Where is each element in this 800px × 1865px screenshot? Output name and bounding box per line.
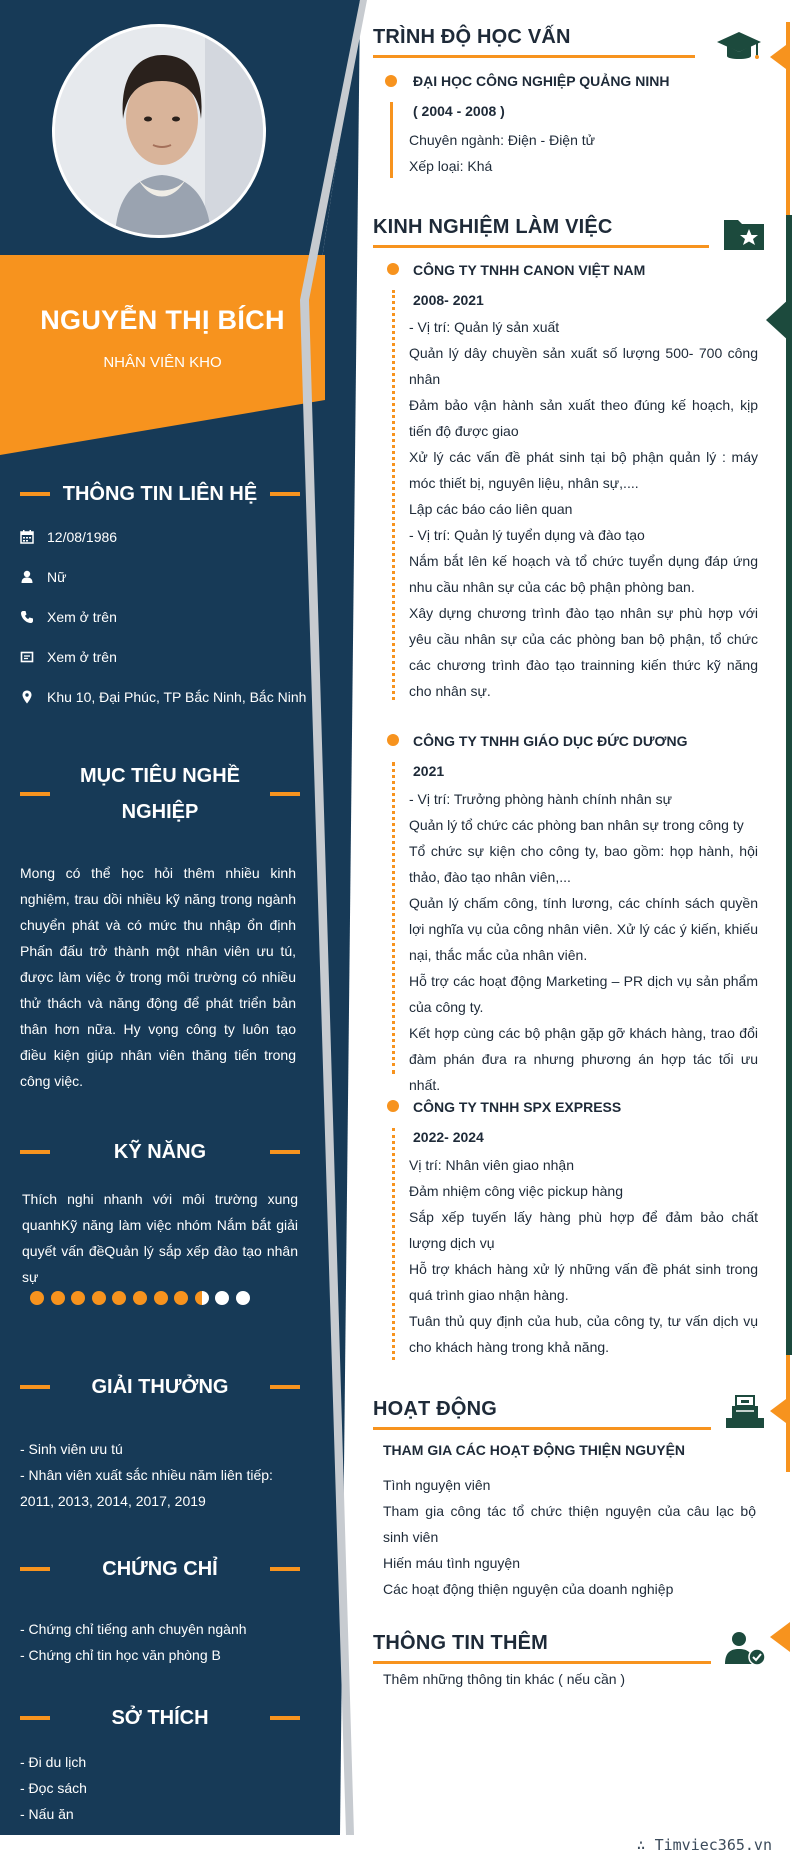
watermark: ∴ Timviec365.vn [636, 1836, 772, 1854]
awards-list [20, 1436, 296, 1514]
awards-heading-text: GIẢI THƯỞNG [91, 1376, 229, 1398]
hobbies-list [20, 1749, 310, 1827]
contact-birthday-text: 12/08/1986 [47, 529, 118, 545]
additional-text: Thêm những thông tin khác ( nếu cần ) [383, 1671, 626, 1687]
activities-heading: HOẠT ĐỘNG [373, 1398, 498, 1420]
list-item: - Sinh viên ưu tú [20, 1441, 123, 1457]
objective-text: Mong có thể học hỏi thêm nhiều kinh nghiệm, trau dồi nhiều kỹ năng trong ngành chuyển phát và có mức thu nhập ổn định Phấn đấu trở thành một nhân viên ưu tú, được làm việc ở trong môi trường có nhiều thử thách và năng động để phát triển bản thân hơn nữa. Hy vọng công ty luôn tạo điều kiện giúp nhân viên thăng tiến trong công việc. [20, 865, 296, 1089]
job-line: Quản lý chấm công, tính lương, các chính sách quyền lợi nghĩa vụ của công nhân viên. Xử lý các ý kiến, khiếu nại, thắc mắc của nhân viên. [409, 895, 758, 963]
list-item: - Đọc sách [20, 1780, 87, 1796]
job-line: - Vị trí: Quản lý tuyển dụng và đào tạo [409, 527, 645, 543]
awards-heading [20, 1369, 300, 1405]
calendar-icon [20, 530, 34, 544]
rating-dot-half [195, 1291, 209, 1305]
additional-heading: THÔNG TIN THÊM [373, 1632, 549, 1654]
skills-heading-text: KỸ NĂNG [113, 1141, 207, 1163]
location-icon [20, 690, 34, 704]
rating-dot-filled [30, 1291, 44, 1305]
heading-dash-right [270, 792, 300, 796]
hobbies-heading-text: SỞ THÍCH [111, 1707, 209, 1729]
job-line: Quản lý tổ chức các phòng ban nhân sự trong công ty [409, 817, 744, 833]
rating-dot-filled [92, 1291, 106, 1305]
heading-dash-right [270, 492, 300, 496]
education-grade: Xếp loại: Khá [409, 158, 493, 174]
graduation-cap-icon [716, 26, 762, 66]
right-rail-green [786, 215, 792, 1355]
person-icon [20, 570, 34, 584]
contact-email [20, 648, 320, 668]
job-description [409, 314, 758, 704]
job-bullet [387, 263, 399, 275]
job-timeline [392, 1128, 395, 1360]
skills-text: Thích nghi nhanh với môi trường xung quanhKỹ năng làm việc nhóm Nắm bắt giải quyết vấn đềQuản lý sắp xếp đào tạo nhân sự [22, 1191, 298, 1285]
certificates-heading-text: CHỨNG CHỈ [102, 1558, 218, 1580]
job-line: Đảm nhiệm công việc pickup hàng [409, 1183, 624, 1199]
contact-address-text: Khu 10, Đại Phúc, TP Bắc Ninh, Bắc Ninh [47, 689, 307, 705]
job-line: Tổ chức sự kiện cho công ty, bao gồm: họp hành, hội thảo, đào tạo nhân viên,... [409, 843, 758, 885]
contact-address [20, 688, 320, 708]
heading-dash-right [270, 1567, 300, 1571]
divider-stripe [290, 0, 370, 1835]
candidate-name: NGUYỄN THỊ BÍCH [40, 305, 285, 335]
contact-phone-text: Xem ở trên [47, 609, 117, 625]
job-line: Xử lý các vấn đề phát sinh tại bộ phận quản lý : máy móc thiết bị, nguyên liệu, nhân sự,.... [409, 449, 758, 491]
heading-dash-left [20, 1150, 50, 1154]
certificates-list [20, 1616, 310, 1668]
additional-underline [373, 1661, 711, 1664]
skills-heading [20, 1134, 300, 1170]
heading-dash-left [20, 1716, 50, 1720]
folder-star-icon [722, 214, 768, 254]
job-bullet [387, 734, 399, 746]
job-line: Nắm bắt lên kế hoạch và tổ chức tuyển dụng đáp ứng nhu cầu nhân sự của các bộ phận phòng ban. [409, 553, 758, 595]
rail-tab-experience [762, 298, 790, 342]
heading-dash-right [270, 1716, 300, 1720]
job-line: Sắp xếp tuyến lấy hàng phù hợp để đảm bảo chất lượng dịch vụ [409, 1209, 758, 1251]
phone-icon [20, 610, 34, 624]
activities-subtitle: THAM GIA CÁC HOẠT ĐỘNG THIỆN NGUYỆN [383, 1442, 686, 1458]
job-description [409, 786, 758, 1098]
rating-dot-filled [154, 1291, 168, 1305]
contact-heading-text: THÔNG TIN LIÊN HỆ [62, 483, 258, 505]
contact-gender [20, 568, 320, 588]
job-line: Lập các báo cáo liên quan [409, 501, 573, 517]
email-icon [20, 650, 34, 664]
user-check-icon [722, 1628, 768, 1668]
heading-dash-left [20, 492, 50, 496]
rating-dot-empty [236, 1291, 250, 1305]
rating-dot-filled [51, 1291, 65, 1305]
avatar-photo [55, 27, 266, 238]
job-description [409, 1152, 758, 1360]
job-company: CÔNG TY TNHH SPX EXPRESS [413, 1099, 622, 1115]
contact-phone [20, 608, 320, 628]
experience-heading: KINH NGHIỆM LÀM VIỆC [373, 216, 613, 238]
education-heading: TRÌNH ĐỘ HỌC VẤN [373, 26, 571, 48]
heading-dash-right [270, 1150, 300, 1154]
job-years: 2021 [413, 763, 445, 779]
list-item: Các hoạt động thiện nguyện của doanh nghiệp [383, 1581, 674, 1597]
objective-heading-line2: NGHIỆP [121, 801, 199, 823]
job-timeline [392, 290, 395, 700]
education-timeline [390, 102, 393, 178]
education-years: ( 2004 - 2008 ) [413, 103, 505, 119]
education-underline [373, 55, 695, 58]
heading-dash-right [270, 1385, 300, 1389]
job-line: Kết hợp cùng các bộ phận gặp gỡ khách hàng, trao đổi đàm phán đưa ra nhưng phương án hợp tác tối ưu nhất. [409, 1025, 758, 1093]
avatar [52, 24, 266, 238]
job-line: Đảm bảo vận hành sản xuất theo đúng kế hoạch, kịp tiến độ được giao [409, 397, 758, 439]
charity-icon [722, 1392, 768, 1432]
rail-tab-education [762, 42, 790, 72]
job-line: Xây dựng chương trình đào tạo nhân sự phù hợp với yêu cầu nhân sự của các phòng ban bộ phận, tổ chức các chương trình đào tạo trainning kiến thức kỹ năng cho nhân sự. [409, 605, 758, 699]
rating-dot-filled [133, 1291, 147, 1305]
heading-dash-left [20, 1385, 50, 1389]
list-item: Tham gia công tác tổ chức thiện nguyện của câu lạc bộ sinh viên [383, 1503, 756, 1545]
activities-list [383, 1472, 756, 1602]
list-item: - Nấu ăn [20, 1806, 74, 1822]
job-line: Quản lý dây chuyền sản xuất số lượng 500- 700 công nhân [409, 345, 758, 387]
job-line: Vị trí: Nhân viên giao nhận [409, 1157, 574, 1173]
list-item: - Đi du lịch [20, 1754, 87, 1770]
job-line: Tuân thủ quy định của hub, của công ty, tư vấn dịch vụ cho khách hàng trong khả năng. [409, 1313, 758, 1355]
contact-birthday [20, 528, 320, 548]
list-item: Hiến máu tình nguyện [383, 1555, 520, 1571]
contact-gender-text: Nữ [47, 569, 67, 585]
job-bullet [387, 1100, 399, 1112]
school-name: ĐẠI HỌC CÔNG NGHIỆP QUẢNG NINH [413, 73, 670, 89]
education-bullet [385, 75, 397, 87]
list-item: - Chứng chỉ tiếng anh chuyên ngành [20, 1621, 247, 1637]
job-years: 2008- 2021 [413, 292, 484, 308]
job-line: Hỗ trợ khách hàng xử lý những vấn đề phát sinh trong quá trình giao nhận hàng. [409, 1261, 758, 1303]
job-timeline [392, 762, 395, 1074]
heading-dash-left [20, 1567, 50, 1571]
hobbies-heading [20, 1700, 300, 1736]
certificates-heading [20, 1551, 300, 1587]
contact-email-text: Xem ở trên [47, 649, 117, 665]
job-company: CÔNG TY TNHH GIÁO DỤC ĐỨC DƯƠNG [413, 733, 688, 749]
heading-dash-left [20, 792, 50, 796]
objective-heading [20, 758, 300, 830]
contact-heading [20, 476, 300, 512]
job-line: - Vị trí: Trưởng phòng hành chính nhân sự [409, 791, 672, 807]
job-line: Hỗ trợ các hoạt động Marketing – PR dịch vụ sản phẩm của công ty. [409, 973, 758, 1015]
job-company: CÔNG TY TNHH CANON VIỆT NAM [413, 262, 646, 278]
experience-underline [373, 245, 709, 248]
activities-underline [373, 1427, 711, 1430]
education-major: Chuyên ngành: Điện - Điện tử [409, 132, 596, 148]
job-years: 2022- 2024 [413, 1129, 484, 1145]
list-item: Tình nguyện viên [383, 1477, 491, 1493]
job-line: - Vị trí: Quản lý sản xuất [409, 319, 560, 335]
list-item: - Nhân viên xuất sắc nhiều năm liên tiếp: 2011, 2013, 2014, 2017, 2019 [20, 1467, 273, 1509]
list-item: - Chứng chỉ tin học văn phòng B [20, 1647, 221, 1663]
objective-heading-line1: MỤC TIÊU NGHỀ [80, 765, 240, 787]
candidate-title: NHÂN VIÊN KHO [103, 354, 222, 371]
